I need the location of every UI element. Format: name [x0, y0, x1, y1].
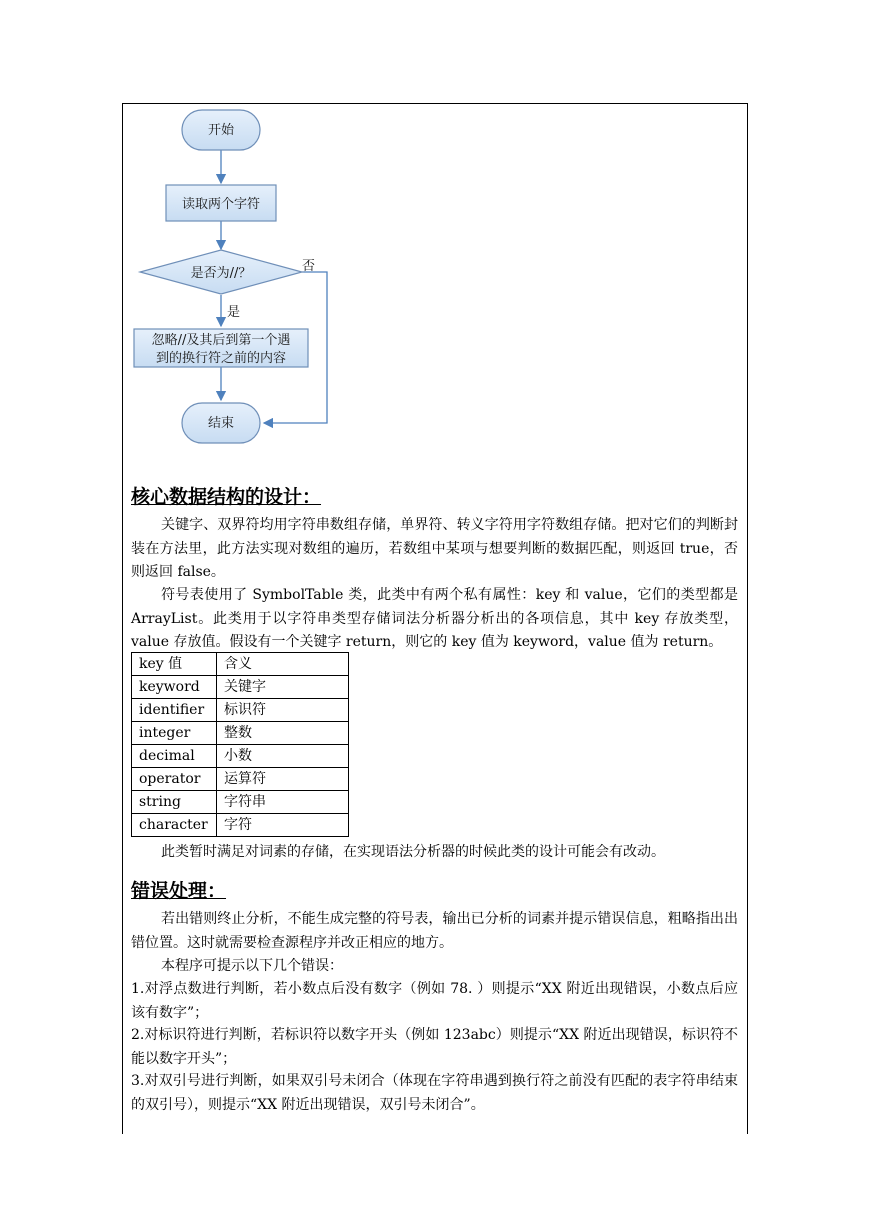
- section-heading-data-structure: 核心数据结构的设计：: [131, 486, 322, 508]
- table-row: [132, 791, 349, 814]
- table-row: [132, 699, 349, 722]
- paragraph-table-note: 此类暂时满足对词素的存储，在实现语法分析器的时候此类的设计可能会有改动。: [161, 844, 665, 860]
- table-row: [132, 745, 349, 768]
- table-cell: 字符: [217, 814, 349, 837]
- paragraph-symbol-table: 符号表使用了 SymbolTable 类，此类中有两个私有属性：key 和 value，它们的类型都是 ArrayList。此类用于以字符串类型存储词法分析器分析出的各项信息，其中 key 存放类型，value 存放值。假设有一个关键字 return，则它的 key 值为 keyword，value 值为 return。: [131, 587, 738, 650]
- table-cell: integer: [132, 722, 217, 745]
- error-item-1: 1.对浮点数进行判断，若小数点后没有数字（例如 78. ）则提示“XX 附近出现错误，小数点后应该有数字”；: [131, 981, 738, 1021]
- table-cell: 小数: [217, 745, 349, 768]
- error-item-3: 3.对双引号进行判断，如果双引号未闭合（体现在字符串遇到换行符之前没有匹配的表字符串结束的双引号），则提示“XX 附近出现错误，双引号未闭合”。: [131, 1073, 738, 1113]
- table-cell: decimal: [132, 745, 217, 768]
- table-cell: 标识符: [217, 699, 349, 722]
- flowchart: [130, 108, 340, 448]
- section-heading-error-handling: 错误处理：: [131, 880, 227, 902]
- read-label: 读取两个字符: [181, 197, 261, 212]
- table-cell: string: [132, 791, 217, 814]
- table-row: [132, 722, 349, 745]
- paragraph-arrays: 关键字、双界符均用字符串数组存储，单界符、转义字符用字符数组存储。把对它们的判断封装在方法里，此方法实现对数组的遍历，若数组中某项与想要判断的数据匹配，则返回 true，否则返回 false。: [131, 517, 738, 580]
- table-row: [132, 814, 349, 837]
- ignore-label-line2: 到的换行符之前的内容: [155, 351, 287, 366]
- table-cell: 整数: [217, 722, 349, 745]
- table-header-cell: 含义: [217, 653, 349, 676]
- ignore-label-line1: 忽略//及其后到第一个遇: [151, 333, 291, 348]
- table-header-row: [132, 653, 349, 676]
- error-item-2: 2.对标识符进行判断，若标识符以数字开头（例如 123abc）则提示“XX 附近出现错误，标识符不能以数字开头”；: [131, 1027, 738, 1067]
- start-label: 开始: [207, 123, 235, 138]
- table-cell: character: [132, 814, 217, 837]
- paragraph-error-list-intro: 本程序可提示以下几个错误：: [161, 958, 343, 974]
- yes-label: 是: [227, 305, 241, 320]
- table-cell: identifier: [132, 699, 217, 722]
- symbol-table: [131, 652, 349, 837]
- decision-label: 是否为//？: [190, 266, 252, 281]
- table-cell: keyword: [132, 676, 217, 699]
- paragraph-error-intro: 若出错则终止分析，不能生成完整的符号表，输出已分析的词素并提示错误信息，粗略指出出错位置。这时就需要检查源程序并改正相应的地方。: [131, 911, 738, 951]
- table-cell: 字符串: [217, 791, 349, 814]
- end-label: 结束: [207, 416, 235, 431]
- table-row: [132, 768, 349, 791]
- table-cell: 关键字: [217, 676, 349, 699]
- table-header-cell: key 值: [132, 653, 217, 676]
- no-label: 否: [302, 259, 316, 274]
- table-cell: operator: [132, 768, 217, 791]
- table-row: [132, 676, 349, 699]
- table-cell: 运算符: [217, 768, 349, 791]
